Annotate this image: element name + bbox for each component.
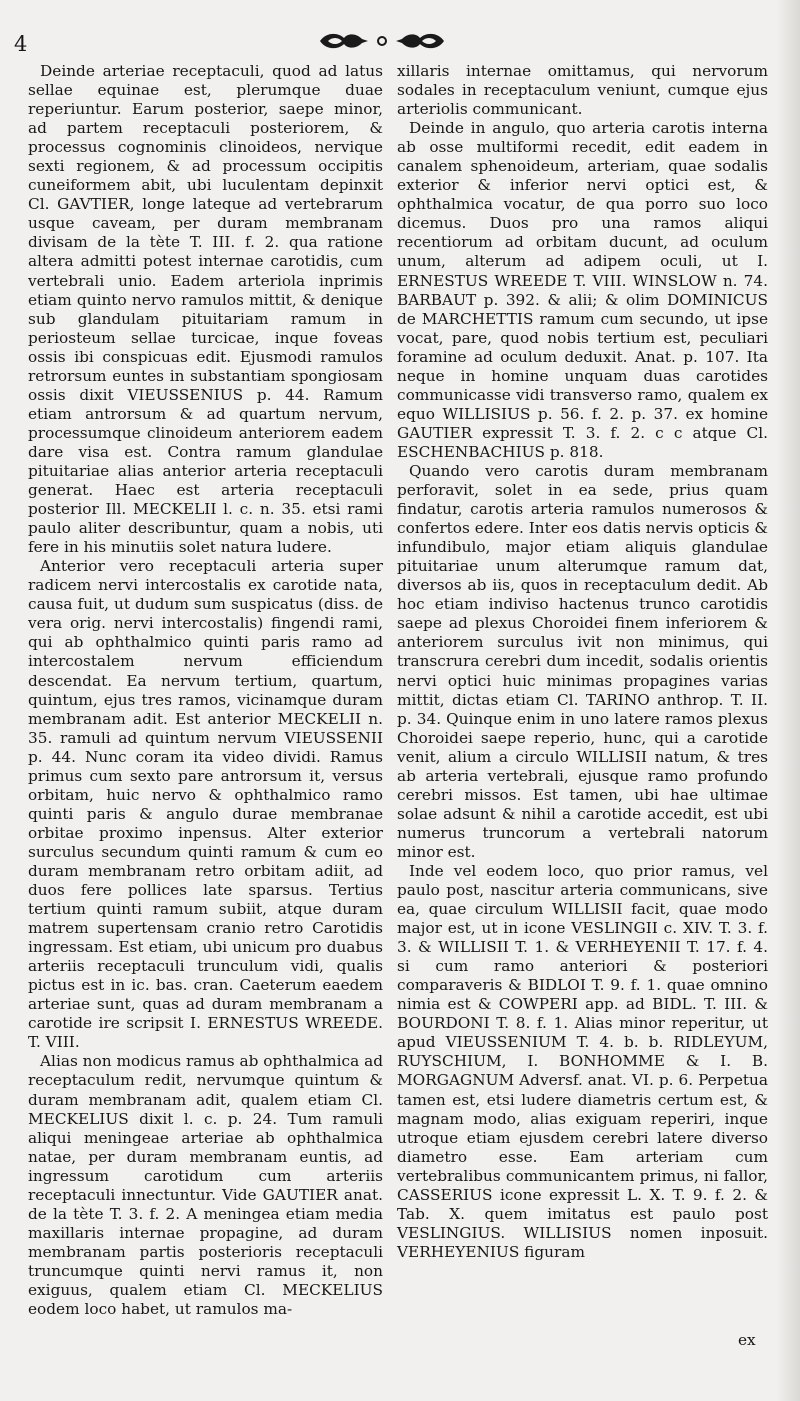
paragraph: Quando vero carotis duram membranam perforavit, solet in ea sede, prius quam findatur, carotis arteria ramulos numerosos & confertos edere. Inter eos datis nervis opticis & infundibulo, major etiam aliquis glandulae pituitariae unum alterumque ramum dat, diversos ab iis, quos in receptaculum dedit. Ab hoc etiam indiviso hactenus trunco carotidis saepe ad plexus Choroidei finem inferiorem & anteriorem surculus ivit non minimus, qui transcrura cerebri dum incedit, sodalis orientis nervi optici huic minimas propagines varias mittit, dictas etiam Cl. TARINO anthrop. T. II. p. 34. Quinque enim in uno latere ramos plexus Choroidei saepe reperio, hunc, qui a carotide venit, alium a circulo WILLISII natum, & tres ab arteria vertebrali, ejusque ramo profundo cerebri missos. Est tamen, ubi hae ultimae solae adsunt & nihil a carotide accedit, est ubi numerus truncorum a vertebrali natorum minor est. <box>397 461 768 861</box>
page-header <box>0 24 800 54</box>
catchword: ex <box>738 1331 756 1349</box>
left-text-column <box>28 62 383 1319</box>
right-text-column <box>397 62 768 1262</box>
paragraph: Anterior vero receptaculi arteria super radicem nervi intercostalis ex carotide nata, causa fuit, ut dudum sum suspicatus (diss. de vera orig. nervi intercostalis) fingendi rami, qui ab ophthalmico quinti paris ramo ad intercostalem nervum efficiendum descendat. Ea nervum tertium, quartum, quintum, ejus tres ramos, vicinamque duram membranam adit. Est anterior MECKELII n. 35. ramuli ad quintum nervum VIEUSSENII p. 44. Nunc coram ita video dividi. Ramus primus cum sexto pare antrorsum it, versus orbitam, huic nervo & ophthalmico ramo quinti paris & angulo durae membranae orbitae proximo inpensus. Alter exterior surculus secundum quinti ramum & cum eo duram membranam retro orbitam adiit, ad duos fere pollices late sparsus. Tertius tertium quinti ramum subiit, atque duram matrem supertensam cranio retro Carotidis ingressam. Est etiam, ubi unicum pro duabus arteriis receptaculi trunculum vidi, qualis pictus est in ic. bas. cran. Caeterum eaedem arteriae sunt, quas ad duram membranam a carotide ire scripsit I. ERNESTUS WREEDE. T. VIII. <box>28 557 383 1052</box>
paragraph: Deinde in angulo, quo arteria carotis interna ab osse multiformi recedit, edit eadem in canalem sphenoideum, arteriam, quae sodalis exterior & inferior nervi optici est, & ophthalmica vocatur, de qua porro suo loco dicemus. Duos pro una ramos aliqui recentiorum ad orbitam ducunt, ad oculum unum, alterum ad adipem oculi, ut I. ERNESTUS WREEDE T. VIII. WINSLOW n. 74. BARBAUT p. 392. & alii; & olim DOMINICUS de MARCHETTIS ramum cum secundo, ut ipse vocat, pare, quod nobis tertium est, peculiari foramine ad oculum deduxit. Anat. p. 107. Ita neque in homine unquam duas carotides communicasse vidi transverso ramo, qualem ex equo WILLISIUS p. 56. f. 2. p. 37. ex homine GAUTIER expressit T. 3. f. 2. c c atque Cl. ESCHENBACHIUS p. 818. <box>397 119 768 461</box>
paragraph: Deinde arteriae receptaculi, quod ad latus sellae equinae est, plerumque duae reperiuntur. Earum posterior, saepe minor, ad partem receptaculi posteriorem, & processus cognominis clinoideos, nervique sexti regionem, & ad processum occipitis cuneiformem abit, ubi luculentam depinxit Cl. GAVTIER, longe lateque ad vertebrarum usque caveam, per duram membranam divisam de la tète T. III. f. 2. qua ratione altera admitti potest internae carotidis, cum vertebrali unio. Eadem arteriola inprimis etiam quinto nervo ramulos mittit, & denique sub glandulam pituitariam ramum in periosteum sellae turcicae, inque foveas ossis ibi conspicuas edit. Ejusmodi ramulos retrorsum euntes in substantiam spongiosam ossis dixit VIEUSSENIUS p. 44. Ramum etiam antrorsum & ad quartum nervum, processumque clinoideum anteriorem eadem dare visa est. Contra ramum glandulae pituitariae alias anterior arteria receptaculi generat. Haec est arteria receptaculi posterior Ill. MECKELII l. c. n. 35. etsi rami paulo aliter describuntur, quam a nobis, uti fere in his minutiis solet natura ludere. <box>28 62 383 557</box>
paragraph: Alias non modicus ramus ab ophthalmica ad receptaculum redit, nervumque quintum & duram membranam adit, qualem etiam Cl. MECKELIUS dixit l. c. p. 24. Tum ramuli aliqui meningeae arteriae ab ophthalmica natae, per duram membranam euntis, ad ingressum carotidum cum arteriis receptaculi innectuntur. Vide GAUTIER anat. de la tète T. 3. f. 2. A meningea etiam media maxillaris internae propagine, ad duram membranam partis posterioris receptaculi truncumque quinti nervi ramus it, non exiguus, qualem etiam Cl. MECKELIUS eodem loco habet, ut ramulos ma- <box>28 1052 383 1319</box>
page-number: 4 <box>14 32 28 56</box>
decorative-headpiece-icon <box>316 30 448 52</box>
paragraph: xillaris internae omittamus, qui nervorum sodales in receptaculum veniunt, cumque ejus arteriolis communicant. <box>397 62 768 119</box>
paragraph: Inde vel eodem loco, quo prior ramus, vel paulo post, nascitur arteria communicans, sive ea, quae circulum WILLISII facit, quae modo major est, ut in icone VESLINGII c. XIV. T. 3. f. 3. & WILLISII T. 1. & VERHEYENII T. 17. f. 4. si cum ramo anteriori & posteriori comparaveris & BIDLOI T. 9. f. 1. quae omnino nimia est & COWPERI app. ad BIDL. T. III. & BOURDONI T. 8. f. 1. Alias minor reperitur, ut apud VIEUSSENIUM T. 4. b. b. RIDLEYUM, RUYSCHIUM, I. BONHOMME & I. B. MORGAGNUM Adversf. anat. VI. p. 6. Perpetua tamen est, etsi ludere diametris certum est, & magnam modo, alias exiguam reperiri, inque utroque etiam ejusdem cerebri latere diverso diametro esse. Eam arteriam cum vertebralibus communicantem primus, ni fallor, CASSERIUS icone expressit L. X. T. 9. f. 2. & Tab. X. quem imitatus est paulo post VESLINGIUS. WILLISIUS nomen inposuit. VERHEYENIUS figuram <box>397 861 768 1261</box>
page-edge-shadow <box>776 0 800 1401</box>
